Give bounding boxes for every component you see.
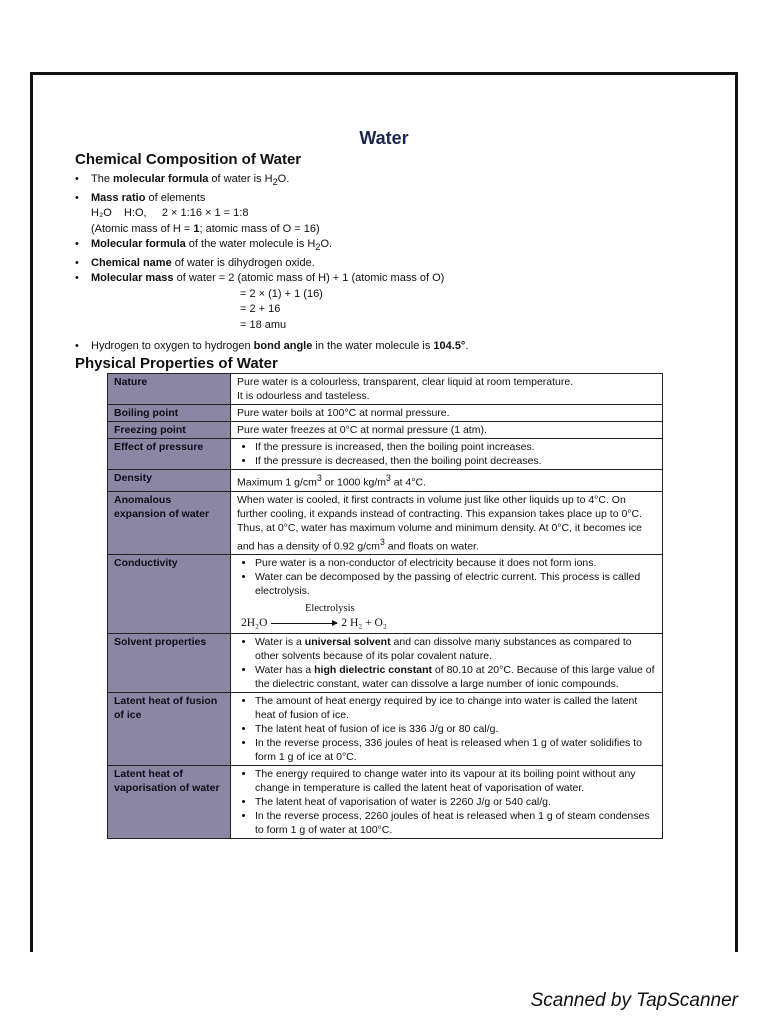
- properties-table: [107, 373, 663, 839]
- row-value: Maximum 1 $g/cm^3$ or 1000 $kg/m^3$ at 4°C.: [231, 470, 663, 492]
- list-item: • Molecular mass of water = 2 (atomic mass of H) + 1 (atomic mass of O): [75, 271, 695, 287]
- table-row: [108, 405, 663, 422]
- row-key: Latent heat of fusion of ice: [108, 693, 231, 766]
- row-key: Freezing point: [108, 422, 231, 439]
- row-key: Nature: [108, 374, 231, 405]
- table-row: [108, 634, 663, 693]
- table-row: [108, 439, 663, 470]
- row-value: When water is cooled, it first contracts in volume just like other liquids up to 4°C. On further cooling, it expands instead of contracting. This expansion takes place up to 0°C. Thus, at 0°C, water has maximum volume and minimum density. At 0°C, it becomes ice and has a density of 0.92 $g/cm^3$ and floats on water.: [231, 491, 663, 555]
- calc-line: = 18 amu: [240, 318, 287, 331]
- list-item: • Mass ratio of elements: [75, 191, 695, 207]
- row-key: Anomalous expansion of water: [108, 491, 231, 555]
- calc-line: = 2 + 16: [240, 303, 281, 316]
- row-key: Effect of pressure: [108, 439, 231, 470]
- page-title: Water: [359, 128, 409, 148]
- electrolysis-equation: Electrolysis 2H₂O 2 H₂ + O₂: [241, 603, 387, 629]
- row-key: Boiling point: [108, 405, 231, 422]
- row-value: Pure water boils at 100°C at normal pressure.: [231, 405, 663, 422]
- scanner-watermark: Scanned by TapScanner: [530, 990, 738, 1011]
- list-item: • The molecular formula of water is $H_2O$.: [75, 172, 695, 191]
- list-item: • Hydrogen to oxygen to hydrogen bond angle in the water molecule is 104.5°.: [75, 339, 695, 355]
- table-row: [108, 693, 663, 766]
- calc-line: = 2 × (1) + 1 (16): [240, 287, 323, 300]
- row-value: • Pure water is a non-conductor of electricity because it does not form ions. • Water can be decomposed by the passing of electric current. This process is called electrolysis. Electrolysis 2H₂O 2 H₂ + O₂: [231, 555, 663, 634]
- section-heading-composition: Chemical Composition of Water: [75, 151, 302, 168]
- table-row: [108, 470, 663, 492]
- row-value: • The energy required to change water into its vapour at its boiling point without any change in temperature is called the latent heat of vaporisation of water. • The latent heat of vaporisation of water is 2260 J/g or 540 cal/g. • In the reverse process, 2260 joules of heat is released when 1 g of steam condenses to form 1 g of water at 100°C.: [231, 766, 663, 839]
- table-row: [108, 422, 663, 439]
- section-heading-properties: Physical Properties of Water: [75, 355, 278, 372]
- list-item: • Molecular formula of the water molecule is $H_2O$.: [75, 237, 695, 256]
- row-value: • Water is a universal solvent and can dissolve many substances as compared to other solvents because of its polar covalent nature. • Water has a high dielectric constant of 80.10 at 20°C. Because of this large value of the dielectric constant, water can dissolve a large number of ionic compounds.: [231, 634, 663, 693]
- composition-list: [75, 172, 695, 355]
- table-row: [108, 766, 663, 839]
- table-row: [108, 491, 663, 555]
- atomic-mass-line: (Atomic mass of H = 1; atomic mass of O = 16): [91, 222, 320, 235]
- row-value: Pure water is a colourless, transparent, clear liquid at room temperature. It is odourless and tasteless.: [231, 374, 663, 405]
- mass-ratio-line: H₂O H:O, 2 × 1:16 × 1 = 1:8: [91, 207, 249, 220]
- table-row: [108, 555, 663, 634]
- table-row: [108, 374, 663, 405]
- row-value: • If the pressure is increased, then the boiling point increases. • If the pressure is decreased, then the boiling point decreases.: [231, 439, 663, 470]
- row-value: • The amount of heat energy required by ice to change into water is called the latent heat of fusion of ice. • The latent heat of fusion of ice is 336 J/g or 80 cal/g. • In the reverse process, 336 joules of heat is released when 1 g of water solidifies to form 1 g of ice at 0°C.: [231, 693, 663, 766]
- list-item: • Chemical name of water is dihydrogen oxide.: [75, 256, 695, 272]
- row-key: Latent heat of vaporisation of water: [108, 766, 231, 839]
- row-key: Conductivity: [108, 555, 231, 634]
- row-key: Solvent properties: [108, 634, 231, 693]
- reaction-arrow-icon: [271, 623, 337, 624]
- row-value: Pure water freezes at 0°C at normal pressure (1 atm).: [231, 422, 663, 439]
- row-key: Density: [108, 470, 231, 492]
